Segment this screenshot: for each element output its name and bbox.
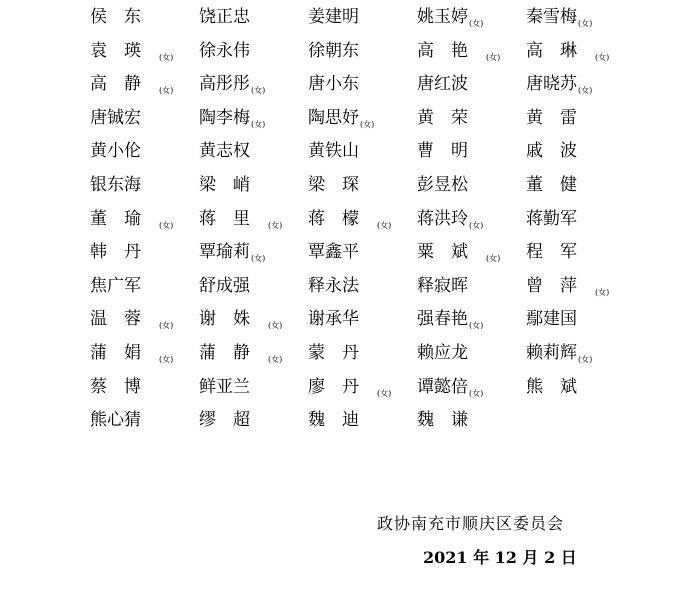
female-marker: (女) xyxy=(268,220,283,230)
member-name: 高静 xyxy=(90,74,158,95)
female-marker: (女) xyxy=(469,321,484,331)
member-name: 蒙丹 xyxy=(308,342,376,363)
member-name: 彭昱松 xyxy=(417,174,468,195)
member-name: 熊心猜 xyxy=(90,410,141,431)
member-name-entry xyxy=(199,2,308,36)
member-name-entry xyxy=(526,304,635,338)
member-name: 唐晓苏 xyxy=(526,74,577,95)
member-name: 陶思妤 xyxy=(308,107,359,128)
female-marker: (女) xyxy=(377,220,392,230)
member-name-entry xyxy=(308,36,417,70)
female-marker: (女) xyxy=(595,52,610,62)
member-name-entry xyxy=(526,103,635,137)
member-name-entry xyxy=(308,2,417,36)
female-marker: (女) xyxy=(469,19,484,28)
member-name-entry xyxy=(417,2,526,36)
member-name-entry xyxy=(199,338,308,372)
member-name: 姜建明 xyxy=(308,7,359,27)
member-name: 温蓉 xyxy=(90,309,158,330)
female-marker: (女) xyxy=(268,321,283,331)
member-name: 蒋檬 xyxy=(308,208,376,229)
member-name-entry xyxy=(417,36,526,70)
female-marker: (女) xyxy=(595,287,610,297)
member-name-entry xyxy=(308,103,417,137)
member-name: 蒋洪玲 xyxy=(417,208,468,229)
member-name-entry xyxy=(417,204,526,238)
member-name-entry xyxy=(90,204,199,238)
member-name: 秦雪梅 xyxy=(526,7,577,27)
member-name: 缪超 xyxy=(199,410,267,431)
member-name-entry xyxy=(199,372,308,406)
member-name-entry xyxy=(90,2,199,36)
member-name-entry xyxy=(526,136,635,170)
female-marker: (女) xyxy=(469,388,484,398)
member-name: 舒成强 xyxy=(199,275,250,296)
female-marker: (女) xyxy=(159,321,174,331)
female-marker: (女) xyxy=(159,220,174,230)
member-name-entry xyxy=(526,170,635,204)
member-name: 蒲静 xyxy=(199,342,267,363)
member-name: 蔡博 xyxy=(90,376,158,397)
signature-organization: 政协南充市顺庆区委员会 xyxy=(377,514,565,533)
member-name-entry xyxy=(308,304,417,338)
signature-date: 2021 年 12 月 2 日 xyxy=(423,548,577,567)
member-name-entry xyxy=(90,136,199,170)
member-name: 谭懿倍 xyxy=(417,376,468,397)
member-name: 释寂晖 xyxy=(417,275,468,296)
member-name: 袁瑛 xyxy=(90,40,158,61)
member-name-entry xyxy=(90,103,199,137)
member-name: 黄志权 xyxy=(199,141,250,162)
member-name: 唐铖宏 xyxy=(90,107,141,128)
member-name-entry xyxy=(308,405,417,439)
member-name-entry xyxy=(417,69,526,103)
member-name-entry xyxy=(199,36,308,70)
member-name: 蒲娟 xyxy=(90,342,158,363)
member-name: 释永法 xyxy=(308,275,359,296)
member-name: 徐朝东 xyxy=(308,40,359,61)
member-name: 高琳 xyxy=(526,40,594,61)
member-name: 黄铁山 xyxy=(308,141,359,162)
female-marker: (女) xyxy=(578,86,593,96)
member-name-entry xyxy=(526,338,635,372)
member-name-entry xyxy=(199,271,308,305)
member-name-entry xyxy=(417,237,526,271)
member-name: 唐红波 xyxy=(417,74,468,95)
member-name: 谢承华 xyxy=(308,309,359,330)
member-name: 黄荣 xyxy=(417,107,485,128)
member-name: 鲜亚兰 xyxy=(199,376,250,397)
member-name-entry xyxy=(417,372,526,406)
member-name-entry xyxy=(199,405,308,439)
member-name: 戚波 xyxy=(526,141,594,162)
member-name: 银东海 xyxy=(90,174,141,195)
member-name-entry xyxy=(90,36,199,70)
member-name: 魏谦 xyxy=(417,410,485,431)
member-name-entry xyxy=(526,2,635,36)
female-marker: (女) xyxy=(469,220,484,230)
member-name: 赖莉辉 xyxy=(526,342,577,363)
member-name-entry xyxy=(308,271,417,305)
female-marker: (女) xyxy=(159,86,174,96)
female-marker: (女) xyxy=(251,86,266,96)
member-name-entry xyxy=(526,204,635,238)
member-name-entry xyxy=(308,69,417,103)
member-name-entry xyxy=(308,372,417,406)
female-marker: (女) xyxy=(251,254,266,264)
member-name: 覃瑜莉 xyxy=(199,242,250,263)
female-marker: (女) xyxy=(578,19,593,28)
member-name: 董瑜 xyxy=(90,208,158,229)
member-name: 覃鑫平 xyxy=(308,242,359,263)
member-name: 董健 xyxy=(526,174,594,195)
member-name: 高彤彤 xyxy=(199,74,250,95)
member-name-entry xyxy=(199,103,308,137)
female-marker: (女) xyxy=(578,354,593,364)
female-marker: (女) xyxy=(159,52,174,62)
member-name-entry xyxy=(90,170,199,204)
member-name-entry xyxy=(199,69,308,103)
member-name: 强春艳 xyxy=(417,309,468,330)
female-marker: (女) xyxy=(486,52,501,62)
member-name-entry xyxy=(526,372,635,406)
female-marker: (女) xyxy=(486,254,501,264)
member-name-entry xyxy=(199,237,308,271)
member-name: 唐小东 xyxy=(308,74,359,95)
member-name-entry xyxy=(526,36,635,70)
member-name-entry xyxy=(199,204,308,238)
member-name: 梁峭 xyxy=(199,174,267,195)
member-name: 蒋勤军 xyxy=(526,208,577,229)
member-name-entry xyxy=(308,237,417,271)
member-name: 徐永伟 xyxy=(199,40,250,61)
member-name-entry xyxy=(90,405,199,439)
member-name: 廖丹 xyxy=(308,376,376,397)
member-name: 谢姝 xyxy=(199,309,267,330)
member-name-entry xyxy=(308,136,417,170)
member-name: 梁琛 xyxy=(308,174,376,195)
member-name-entry xyxy=(526,237,635,271)
member-name-entry xyxy=(199,136,308,170)
member-name-entry xyxy=(417,170,526,204)
member-name-entry xyxy=(90,271,199,305)
member-name: 韩丹 xyxy=(90,242,158,263)
member-name: 粟斌 xyxy=(417,242,485,263)
member-name: 黄小伦 xyxy=(90,141,141,162)
member-name-entry xyxy=(199,170,308,204)
member-name-entry xyxy=(417,271,526,305)
female-marker: (女) xyxy=(360,119,375,129)
female-marker: (女) xyxy=(268,354,283,364)
member-name-entry xyxy=(417,405,526,439)
member-name: 魏迪 xyxy=(308,410,376,431)
member-name: 熊斌 xyxy=(526,376,594,397)
member-name: 黄雷 xyxy=(526,107,594,128)
member-name-entry xyxy=(417,304,526,338)
member-name-entry xyxy=(526,69,635,103)
member-name-entry xyxy=(90,338,199,372)
member-name-entry xyxy=(90,372,199,406)
member-name-entry xyxy=(526,271,635,305)
female-marker: (女) xyxy=(251,119,266,129)
member-name: 程军 xyxy=(526,242,594,263)
female-marker: (女) xyxy=(377,388,392,398)
member-name: 曹明 xyxy=(417,141,485,162)
member-name-entry xyxy=(90,69,199,103)
member-name: 曾萍 xyxy=(526,275,594,296)
member-name-entry xyxy=(417,136,526,170)
member-name-entry xyxy=(417,338,526,372)
female-marker: (女) xyxy=(159,354,174,364)
member-name-entry xyxy=(308,204,417,238)
member-name: 陶李梅 xyxy=(199,107,250,128)
member-name-entry xyxy=(90,237,199,271)
member-name: 侯东 xyxy=(90,7,158,27)
member-name: 赖应龙 xyxy=(417,342,468,363)
member-name: 蒋里 xyxy=(199,208,267,229)
member-name-entry xyxy=(308,170,417,204)
member-name: 鄢建国 xyxy=(526,309,577,330)
member-name-entry xyxy=(90,304,199,338)
member-name: 姚玉婷 xyxy=(417,7,468,27)
member-name-list xyxy=(90,2,635,439)
member-name-entry xyxy=(417,103,526,137)
member-name: 高艳 xyxy=(417,40,485,61)
member-name-entry xyxy=(308,338,417,372)
member-name: 焦广军 xyxy=(90,275,141,296)
member-name-entry xyxy=(199,304,308,338)
member-name: 饶正忠 xyxy=(199,7,250,27)
